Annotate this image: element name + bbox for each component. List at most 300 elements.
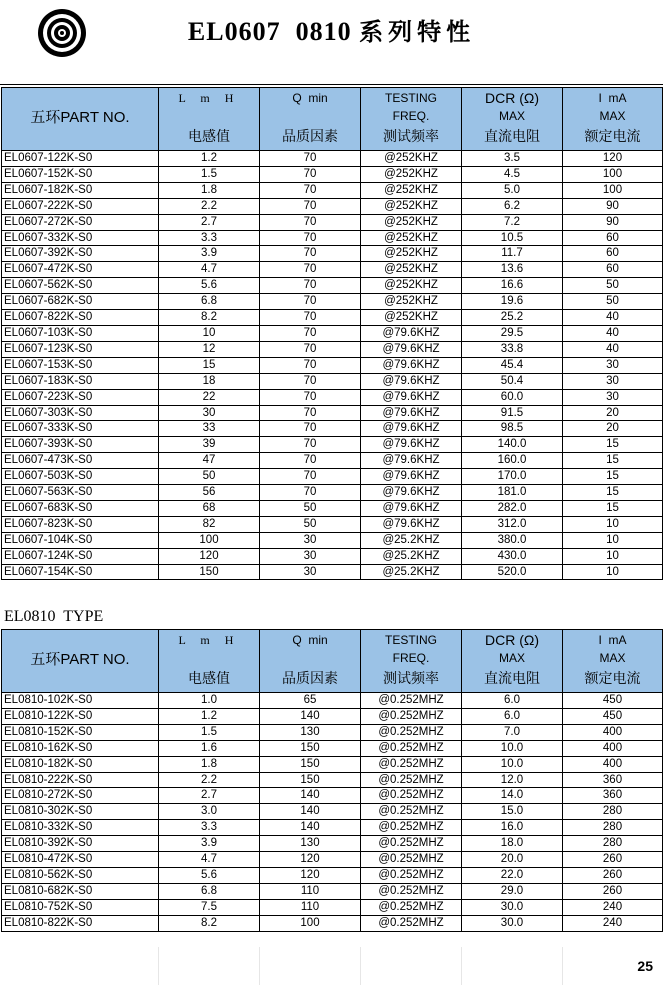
inductance-cell: 6.8 <box>159 294 260 310</box>
part-no-cell: EL0607-123K-S0 <box>2 341 159 357</box>
current-cell: 15 <box>563 500 663 516</box>
current-cell: 20 <box>563 421 663 437</box>
freq-cell: @79.6KHZ <box>361 341 462 357</box>
dcr-cell: 29.5 <box>462 325 563 341</box>
table-row <box>2 294 663 310</box>
part-no-cell: EL0810-302K-S0 <box>2 804 159 820</box>
q-cell: 70 <box>260 182 361 198</box>
header-q-min: Q min 品质因素 <box>260 630 361 693</box>
dcr-cell: 3.5 <box>462 151 563 167</box>
table-row <box>2 389 663 405</box>
part-no-cell: EL0607-103K-S0 <box>2 325 159 341</box>
inductance-cell: 1.5 <box>159 166 260 182</box>
part-no-cell: EL0810-122K-S0 <box>2 708 159 724</box>
q-cell: 120 <box>260 867 361 883</box>
freq-cell: @79.6KHZ <box>361 357 462 373</box>
current-cell: 60 <box>563 262 663 278</box>
table-row <box>2 246 663 262</box>
dcr-cell: 13.6 <box>462 262 563 278</box>
q-cell: 70 <box>260 469 361 485</box>
table-row <box>2 373 663 389</box>
header-dcr: DCR (Ω) MAX 直流电阻 <box>462 88 563 151</box>
dcr-cell: 15.0 <box>462 804 563 820</box>
inductance-cell: 3.3 <box>159 230 260 246</box>
current-cell: 100 <box>563 166 663 182</box>
q-cell: 70 <box>260 246 361 262</box>
table-row <box>2 740 663 756</box>
freq-cell: @79.6KHZ <box>361 325 462 341</box>
current-cell: 260 <box>563 883 663 899</box>
q-cell: 70 <box>260 325 361 341</box>
table-row <box>2 437 663 453</box>
part-no-cell: EL0607-392K-S0 <box>2 246 159 262</box>
inductance-cell: 2.2 <box>159 198 260 214</box>
table-row <box>2 421 663 437</box>
table-row <box>2 325 663 341</box>
inductance-cell: 22 <box>159 389 260 405</box>
table-row <box>2 453 663 469</box>
freq-cell: @252KHZ <box>361 310 462 326</box>
table-row <box>2 198 663 214</box>
current-cell: 30 <box>563 357 663 373</box>
dcr-cell: 520.0 <box>462 564 563 580</box>
table-row <box>2 548 663 564</box>
part-no-cell: EL0810-392K-S0 <box>2 836 159 852</box>
header-inductance: L m H 电感值 <box>159 88 260 151</box>
table-row <box>2 214 663 230</box>
q-cell: 30 <box>260 564 361 580</box>
inductance-cell: 1.0 <box>159 693 260 709</box>
dcr-cell: 18.0 <box>462 836 563 852</box>
footer-gridlines <box>1 947 662 985</box>
current-cell: 15 <box>563 453 663 469</box>
inductance-cell: 8.2 <box>159 915 260 931</box>
dcr-cell: 33.8 <box>462 341 563 357</box>
table-row <box>2 485 663 501</box>
current-cell: 280 <box>563 836 663 852</box>
part-no-cell: EL0607-182K-S0 <box>2 182 159 198</box>
table-row <box>2 516 663 532</box>
part-no-cell: EL0607-303K-S0 <box>2 405 159 421</box>
current-cell: 10 <box>563 516 663 532</box>
current-cell: 10 <box>563 532 663 548</box>
table-row <box>2 724 663 740</box>
table-row <box>2 151 663 167</box>
part-no-cell: EL0607-223K-S0 <box>2 389 159 405</box>
part-no-cell: EL0607-822K-S0 <box>2 310 159 326</box>
part-no-cell: EL0607-332K-S0 <box>2 230 159 246</box>
header-part-no: 五环PART NO. <box>2 630 159 693</box>
table-row <box>2 804 663 820</box>
dcr-cell: 25.2 <box>462 310 563 326</box>
dcr-cell: 14.0 <box>462 788 563 804</box>
q-cell: 50 <box>260 516 361 532</box>
q-cell: 120 <box>260 852 361 868</box>
q-cell: 150 <box>260 740 361 756</box>
inductance-cell: 15 <box>159 357 260 373</box>
table-row <box>2 182 663 198</box>
current-cell: 400 <box>563 724 663 740</box>
q-cell: 110 <box>260 883 361 899</box>
part-no-cell: EL0607-683K-S0 <box>2 500 159 516</box>
inductance-cell: 30 <box>159 405 260 421</box>
current-cell: 400 <box>563 756 663 772</box>
current-cell: 30 <box>563 373 663 389</box>
inductance-cell: 3.3 <box>159 820 260 836</box>
freq-cell: @252KHZ <box>361 278 462 294</box>
page-number: 25 <box>637 958 653 974</box>
table-row <box>2 310 663 326</box>
current-cell: 15 <box>563 485 663 501</box>
inductance-cell: 3.9 <box>159 246 260 262</box>
freq-cell: @252KHZ <box>361 214 462 230</box>
q-cell: 70 <box>260 294 361 310</box>
freq-cell: @0.252MHZ <box>361 804 462 820</box>
inductance-cell: 150 <box>159 564 260 580</box>
inductance-cell: 12 <box>159 341 260 357</box>
part-no-cell: EL0810-152K-S0 <box>2 724 159 740</box>
part-no-cell: EL0607-682K-S0 <box>2 294 159 310</box>
freq-cell: @79.6KHZ <box>361 453 462 469</box>
freq-cell: @79.6KHZ <box>361 373 462 389</box>
q-cell: 70 <box>260 278 361 294</box>
current-cell: 15 <box>563 469 663 485</box>
freq-cell: @79.6KHZ <box>361 516 462 532</box>
dcr-cell: 20.0 <box>462 852 563 868</box>
current-cell: 30 <box>563 389 663 405</box>
dcr-cell: 4.5 <box>462 166 563 182</box>
header-dcr: DCR (Ω) MAX 直流电阻 <box>462 630 563 693</box>
freq-cell: @0.252MHZ <box>361 883 462 899</box>
dcr-cell: 11.7 <box>462 246 563 262</box>
current-cell: 260 <box>563 867 663 883</box>
inductance-cell: 3.0 <box>159 804 260 820</box>
table-row <box>2 867 663 883</box>
freq-cell: @0.252MHZ <box>361 899 462 915</box>
q-cell: 70 <box>260 373 361 389</box>
dcr-cell: 22.0 <box>462 867 563 883</box>
freq-cell: @79.6KHZ <box>361 469 462 485</box>
table-row <box>2 564 663 580</box>
current-cell: 280 <box>563 804 663 820</box>
freq-cell: @252KHZ <box>361 198 462 214</box>
freq-cell: @79.6KHZ <box>361 500 462 516</box>
q-cell: 70 <box>260 230 361 246</box>
table-row <box>2 278 663 294</box>
inductance-cell: 2.7 <box>159 214 260 230</box>
q-cell: 30 <box>260 548 361 564</box>
freq-cell: @0.252MHZ <box>361 852 462 868</box>
inductance-cell: 56 <box>159 485 260 501</box>
current-cell: 90 <box>563 198 663 214</box>
freq-cell: @0.252MHZ <box>361 756 462 772</box>
part-no-cell: EL0607-183K-S0 <box>2 373 159 389</box>
dcr-cell: 60.0 <box>462 389 563 405</box>
title-cn: 系列特性 <box>359 18 476 46</box>
part-no-cell: EL0810-562K-S0 <box>2 867 159 883</box>
current-cell: 50 <box>563 294 663 310</box>
inductance-cell: 5.6 <box>159 867 260 883</box>
dcr-cell: 45.4 <box>462 357 563 373</box>
part-no-cell: EL0810-222K-S0 <box>2 772 159 788</box>
table-row <box>2 469 663 485</box>
q-cell: 70 <box>260 341 361 357</box>
dcr-cell: 10.0 <box>462 756 563 772</box>
dcr-cell: 10.0 <box>462 740 563 756</box>
table-row <box>2 820 663 836</box>
freq-cell: @25.2KHZ <box>361 548 462 564</box>
freq-cell: @79.6KHZ <box>361 485 462 501</box>
freq-cell: @79.6KHZ <box>361 437 462 453</box>
table-row <box>2 500 663 516</box>
part-no-cell: EL0607-563K-S0 <box>2 485 159 501</box>
freq-cell: @25.2KHZ <box>361 564 462 580</box>
dcr-cell: 6.0 <box>462 693 563 709</box>
current-cell: 15 <box>563 437 663 453</box>
dcr-cell: 50.4 <box>462 373 563 389</box>
current-cell: 50 <box>563 278 663 294</box>
freq-cell: @0.252MHZ <box>361 867 462 883</box>
header-testing-freq: TESTING FREQ. 测试频率 <box>361 88 462 151</box>
el0810-type-label: EL0810 TYPE <box>4 608 104 625</box>
current-cell: 240 <box>563 899 663 915</box>
table-row <box>2 262 663 278</box>
current-cell: 280 <box>563 820 663 836</box>
freq-cell: @252KHZ <box>361 182 462 198</box>
inductance-cell: 10 <box>159 325 260 341</box>
dcr-cell: 30.0 <box>462 899 563 915</box>
q-cell: 70 <box>260 453 361 469</box>
inductance-cell: 18 <box>159 373 260 389</box>
inductance-cell: 1.6 <box>159 740 260 756</box>
q-cell: 150 <box>260 772 361 788</box>
current-cell: 400 <box>563 740 663 756</box>
q-cell: 100 <box>260 915 361 931</box>
inductance-cell: 33 <box>159 421 260 437</box>
inductance-cell: 8.2 <box>159 310 260 326</box>
current-cell: 40 <box>563 310 663 326</box>
q-cell: 140 <box>260 820 361 836</box>
current-cell: 450 <box>563 693 663 709</box>
table-row <box>2 230 663 246</box>
table-row <box>2 166 663 182</box>
inductance-cell: 2.2 <box>159 772 260 788</box>
table-row <box>2 693 663 709</box>
q-cell: 65 <box>260 693 361 709</box>
part-no-cell: EL0607-503K-S0 <box>2 469 159 485</box>
q-cell: 110 <box>260 899 361 915</box>
part-no-cell: EL0810-472K-S0 <box>2 852 159 868</box>
q-cell: 70 <box>260 357 361 373</box>
q-cell: 70 <box>260 214 361 230</box>
q-cell: 70 <box>260 485 361 501</box>
current-cell: 60 <box>563 230 663 246</box>
current-cell: 100 <box>563 182 663 198</box>
inductance-cell: 82 <box>159 516 260 532</box>
freq-cell: @252KHZ <box>361 151 462 167</box>
inductance-cell: 1.5 <box>159 724 260 740</box>
table-row <box>2 852 663 868</box>
part-no-cell: EL0810-102K-S0 <box>2 693 159 709</box>
dcr-cell: 10.5 <box>462 230 563 246</box>
part-no-cell: EL0607-122K-S0 <box>2 151 159 167</box>
table-row <box>2 899 663 915</box>
freq-cell: @79.6KHZ <box>361 421 462 437</box>
table-row <box>2 532 663 548</box>
dcr-cell: 282.0 <box>462 500 563 516</box>
inductance-cell: 39 <box>159 437 260 453</box>
freq-cell: @0.252MHZ <box>361 915 462 931</box>
freq-cell: @0.252MHZ <box>361 772 462 788</box>
inductance-cell: 50 <box>159 469 260 485</box>
freq-cell: @252KHZ <box>361 262 462 278</box>
current-cell: 120 <box>563 151 663 167</box>
part-no-cell: EL0607-823K-S0 <box>2 516 159 532</box>
dcr-cell: 16.6 <box>462 278 563 294</box>
inductance-cell: 100 <box>159 532 260 548</box>
part-no-cell: EL0607-393K-S0 <box>2 437 159 453</box>
freq-cell: @252KHZ <box>361 294 462 310</box>
header-q-min: Q min 品质因素 <box>260 88 361 151</box>
q-cell: 140 <box>260 788 361 804</box>
current-cell: 60 <box>563 246 663 262</box>
inductance-cell: 68 <box>159 500 260 516</box>
inductance-cell: 1.8 <box>159 756 260 772</box>
part-no-cell: EL0810-752K-S0 <box>2 899 159 915</box>
part-no-cell: EL0810-682K-S0 <box>2 883 159 899</box>
dcr-cell: 12.0 <box>462 772 563 788</box>
table-row <box>2 708 663 724</box>
part-no-cell: EL0607-562K-S0 <box>2 278 159 294</box>
el0810-spec-table <box>1 629 663 932</box>
part-no-cell: EL0810-162K-S0 <box>2 740 159 756</box>
inductance-cell: 6.8 <box>159 883 260 899</box>
current-cell: 90 <box>563 214 663 230</box>
header-testing-freq: TESTING FREQ. 测试频率 <box>361 630 462 693</box>
dcr-cell: 170.0 <box>462 469 563 485</box>
q-cell: 140 <box>260 804 361 820</box>
part-no-cell: EL0607-154K-S0 <box>2 564 159 580</box>
freq-cell: @0.252MHZ <box>361 708 462 724</box>
dcr-cell: 16.0 <box>462 820 563 836</box>
table-row <box>2 883 663 899</box>
inductance-cell: 2.7 <box>159 788 260 804</box>
q-cell: 70 <box>260 166 361 182</box>
q-cell: 130 <box>260 724 361 740</box>
freq-cell: @25.2KHZ <box>361 532 462 548</box>
freq-cell: @252KHZ <box>361 246 462 262</box>
q-cell: 70 <box>260 151 361 167</box>
inductance-cell: 5.6 <box>159 278 260 294</box>
q-cell: 70 <box>260 389 361 405</box>
dcr-cell: 98.5 <box>462 421 563 437</box>
current-cell: 240 <box>563 915 663 931</box>
q-cell: 70 <box>260 310 361 326</box>
current-cell: 10 <box>563 564 663 580</box>
dcr-cell: 181.0 <box>462 485 563 501</box>
header-divider <box>0 84 663 85</box>
q-cell: 50 <box>260 500 361 516</box>
inductance-cell: 7.5 <box>159 899 260 915</box>
title-code: EL0607 0810 <box>187 17 352 46</box>
table-row <box>2 341 663 357</box>
dcr-cell: 7.0 <box>462 724 563 740</box>
inductance-cell: 1.2 <box>159 151 260 167</box>
freq-cell: @252KHZ <box>361 230 462 246</box>
el0607-spec-table <box>1 87 663 580</box>
dcr-cell: 430.0 <box>462 548 563 564</box>
part-no-cell: EL0607-272K-S0 <box>2 214 159 230</box>
q-cell: 130 <box>260 836 361 852</box>
dcr-cell: 7.2 <box>462 214 563 230</box>
dcr-cell: 5.0 <box>462 182 563 198</box>
inductance-cell: 3.9 <box>159 836 260 852</box>
freq-cell: @79.6KHZ <box>361 405 462 421</box>
header-current: I mA MAX 额定电流 <box>563 630 663 693</box>
part-no-cell: EL0607-473K-S0 <box>2 453 159 469</box>
part-no-cell: EL0607-472K-S0 <box>2 262 159 278</box>
q-cell: 70 <box>260 421 361 437</box>
freq-cell: @0.252MHZ <box>361 693 462 709</box>
dcr-cell: 6.2 <box>462 198 563 214</box>
dcr-cell: 312.0 <box>462 516 563 532</box>
dcr-cell: 380.0 <box>462 532 563 548</box>
dcr-cell: 140.0 <box>462 437 563 453</box>
current-cell: 20 <box>563 405 663 421</box>
inductance-cell: 1.2 <box>159 708 260 724</box>
table-row <box>2 357 663 373</box>
table-row <box>2 836 663 852</box>
dcr-cell: 30.0 <box>462 915 563 931</box>
current-cell: 360 <box>563 788 663 804</box>
part-no-cell: EL0810-182K-S0 <box>2 756 159 772</box>
part-no-cell: EL0607-104K-S0 <box>2 532 159 548</box>
part-no-cell: EL0810-272K-S0 <box>2 788 159 804</box>
freq-cell: @0.252MHZ <box>361 820 462 836</box>
table-row <box>2 405 663 421</box>
part-no-cell: EL0607-222K-S0 <box>2 198 159 214</box>
table-row <box>2 772 663 788</box>
dcr-cell: 6.0 <box>462 708 563 724</box>
inductance-cell: 120 <box>159 548 260 564</box>
current-cell: 360 <box>563 772 663 788</box>
q-cell: 70 <box>260 262 361 278</box>
header-part-no: 五环PART NO. <box>2 88 159 151</box>
q-cell: 70 <box>260 437 361 453</box>
freq-cell: @0.252MHZ <box>361 788 462 804</box>
header-inductance: L m H 电感值 <box>159 630 260 693</box>
q-cell: 70 <box>260 198 361 214</box>
current-cell: 40 <box>563 341 663 357</box>
q-cell: 70 <box>260 405 361 421</box>
freq-cell: @0.252MHZ <box>361 740 462 756</box>
freq-cell: @252KHZ <box>361 166 462 182</box>
dcr-cell: 91.5 <box>462 405 563 421</box>
inductance-cell: 4.7 <box>159 852 260 868</box>
part-no-cell: EL0607-333K-S0 <box>2 421 159 437</box>
table-row <box>2 915 663 931</box>
dcr-cell: 160.0 <box>462 453 563 469</box>
inductance-cell: 47 <box>159 453 260 469</box>
part-no-cell: EL0607-152K-S0 <box>2 166 159 182</box>
q-cell: 30 <box>260 532 361 548</box>
page-title <box>0 12 663 47</box>
freq-cell: @0.252MHZ <box>361 724 462 740</box>
q-cell: 150 <box>260 756 361 772</box>
dcr-cell: 19.6 <box>462 294 563 310</box>
part-no-cell: EL0607-124K-S0 <box>2 548 159 564</box>
inductance-cell: 1.8 <box>159 182 260 198</box>
